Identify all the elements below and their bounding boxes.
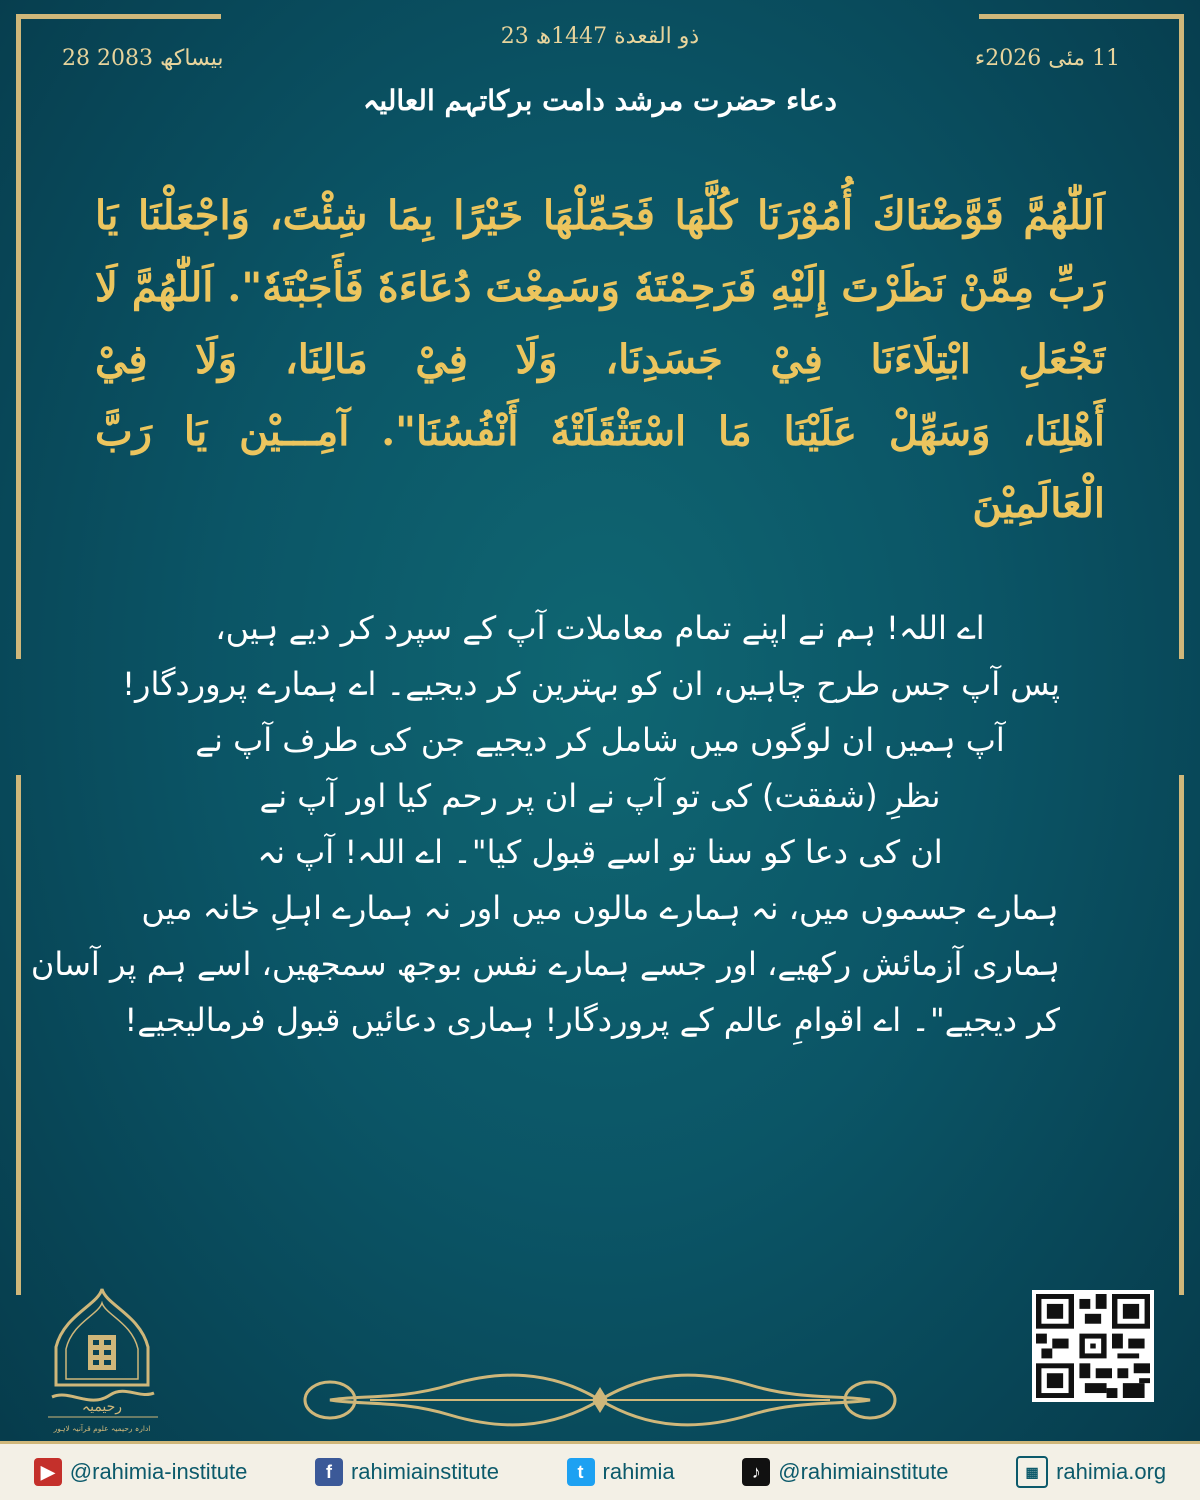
urdu-line: کر دیجیے"۔ اے اقوامِ عالم کے پروردگار! ہماری دعائیں قبول فرمالیجیے! (124, 1001, 1060, 1039)
arabic-line: رَبِّ مِمَّنْ نَظَرْتَ إِلَيْهِ فَرَحِمْتَهٗ وَسَمِعْتَ دُعَاءَهٗ فَأَجَبْتَهٗ". اَللّٰهُمَّ لَا (95, 264, 1105, 311)
website-url: rahimia.org (1056, 1459, 1167, 1484)
arabic-line: اَللّٰهُمَّ فَوَّضْنَاكَ أُمُوْرَنَا كُلَّهَا فَجَمِّلْهَا خَيْرًا بِمَا شِئْتَ، وَاجْعَلْنَا يَا (95, 192, 1105, 239)
gregorian-date: 11 مئی 2026ء (974, 46, 1120, 71)
urdu-translation (30, 600, 1060, 1048)
bikrami-date: 28 بیساکھ 2083 (62, 46, 224, 71)
youtube-link[interactable] (34, 1458, 248, 1486)
youtube-icon: ▶ (34, 1458, 62, 1486)
logo-tagline: ادارہ رحیمیہ علوم قرآنیہ لاہور (53, 1424, 151, 1433)
qr-code[interactable] (1032, 1290, 1154, 1402)
tiktok-icon: ♪ (742, 1458, 770, 1486)
qr-code-icon (1036, 1294, 1150, 1398)
hijri-date: 23 ذو القعدة 1447ھ (500, 24, 700, 49)
website-link[interactable] (1016, 1456, 1166, 1488)
qr-web-icon: ▦ (1016, 1456, 1048, 1488)
tiktok-handle: @rahimiainstitute (778, 1459, 949, 1484)
social-footer (0, 1441, 1200, 1500)
gold-ornament (300, 1365, 900, 1435)
page-title: دعاء حضرت مرشد دامت برکاتہم العالیہ (362, 84, 838, 117)
frame-bottom-right (1179, 775, 1184, 1295)
urdu-line: ہماری آزمائش رکھیے، اور جسے ہمارے نفس بوجھ سمجھیں، اسے ہم پر آسان (30, 945, 1060, 983)
rahimia-logo (40, 1285, 165, 1435)
urdu-line: آپ ہمیں ان لوگوں میں شامل کر دیجیے جن کی طرف آپ نے (195, 721, 1005, 759)
tiktok-link[interactable] (742, 1458, 948, 1486)
twitter-handle: rahimia (602, 1459, 675, 1484)
youtube-handle: @rahimia-institute (69, 1459, 248, 1484)
twitter-link[interactable] (567, 1458, 675, 1486)
twitter-icon: t (567, 1458, 595, 1486)
frame-bottom-left (16, 775, 21, 1295)
logo-name: رحیمیہ (81, 1399, 123, 1415)
arabic-line: أَهْلِنَا، وَسَهِّلْ عَلَيْنَا مَا اسْتَثْقَلَتْهٗ أَنْفُسُنَا". آمِـــيْن يَا رَبَّ الْعَالَمِيْنَ (95, 408, 1105, 527)
urdu-line: نظرِ (شفقت) کی تو آپ نے ان پر رحم کیا اور آپ نے (259, 777, 941, 815)
facebook-link[interactable] (315, 1458, 499, 1486)
urdu-line: پس آپ جس طرح چاہیں، ان کو بہترین کر دیجیے۔ اے ہمارے پروردگار! (122, 665, 1060, 703)
facebook-handle: rahimiainstitute (350, 1459, 499, 1484)
urdu-line: ان کی دعا کو سنا تو اسے قبول کیا"۔ اے اللہ! آپ نہ (257, 833, 943, 871)
arabic-dua (95, 180, 1105, 540)
facebook-icon: f (315, 1458, 343, 1486)
urdu-line: ہمارے جسموں میں، نہ ہمارے مالوں میں اور نہ ہمارے اہلِ خانہ میں (141, 889, 1059, 927)
urdu-line: اے اللہ! ہم نے اپنے تمام معاملات آپ کے سپرد کر دیے ہیں، (215, 609, 985, 647)
arabic-line: تَجْعَلِ ابْتِلَاءَنَا فِيْ جَسَدِنَا، وَلَا فِيْ مَالِنَا، وَلَا فِيْ (95, 336, 1105, 383)
